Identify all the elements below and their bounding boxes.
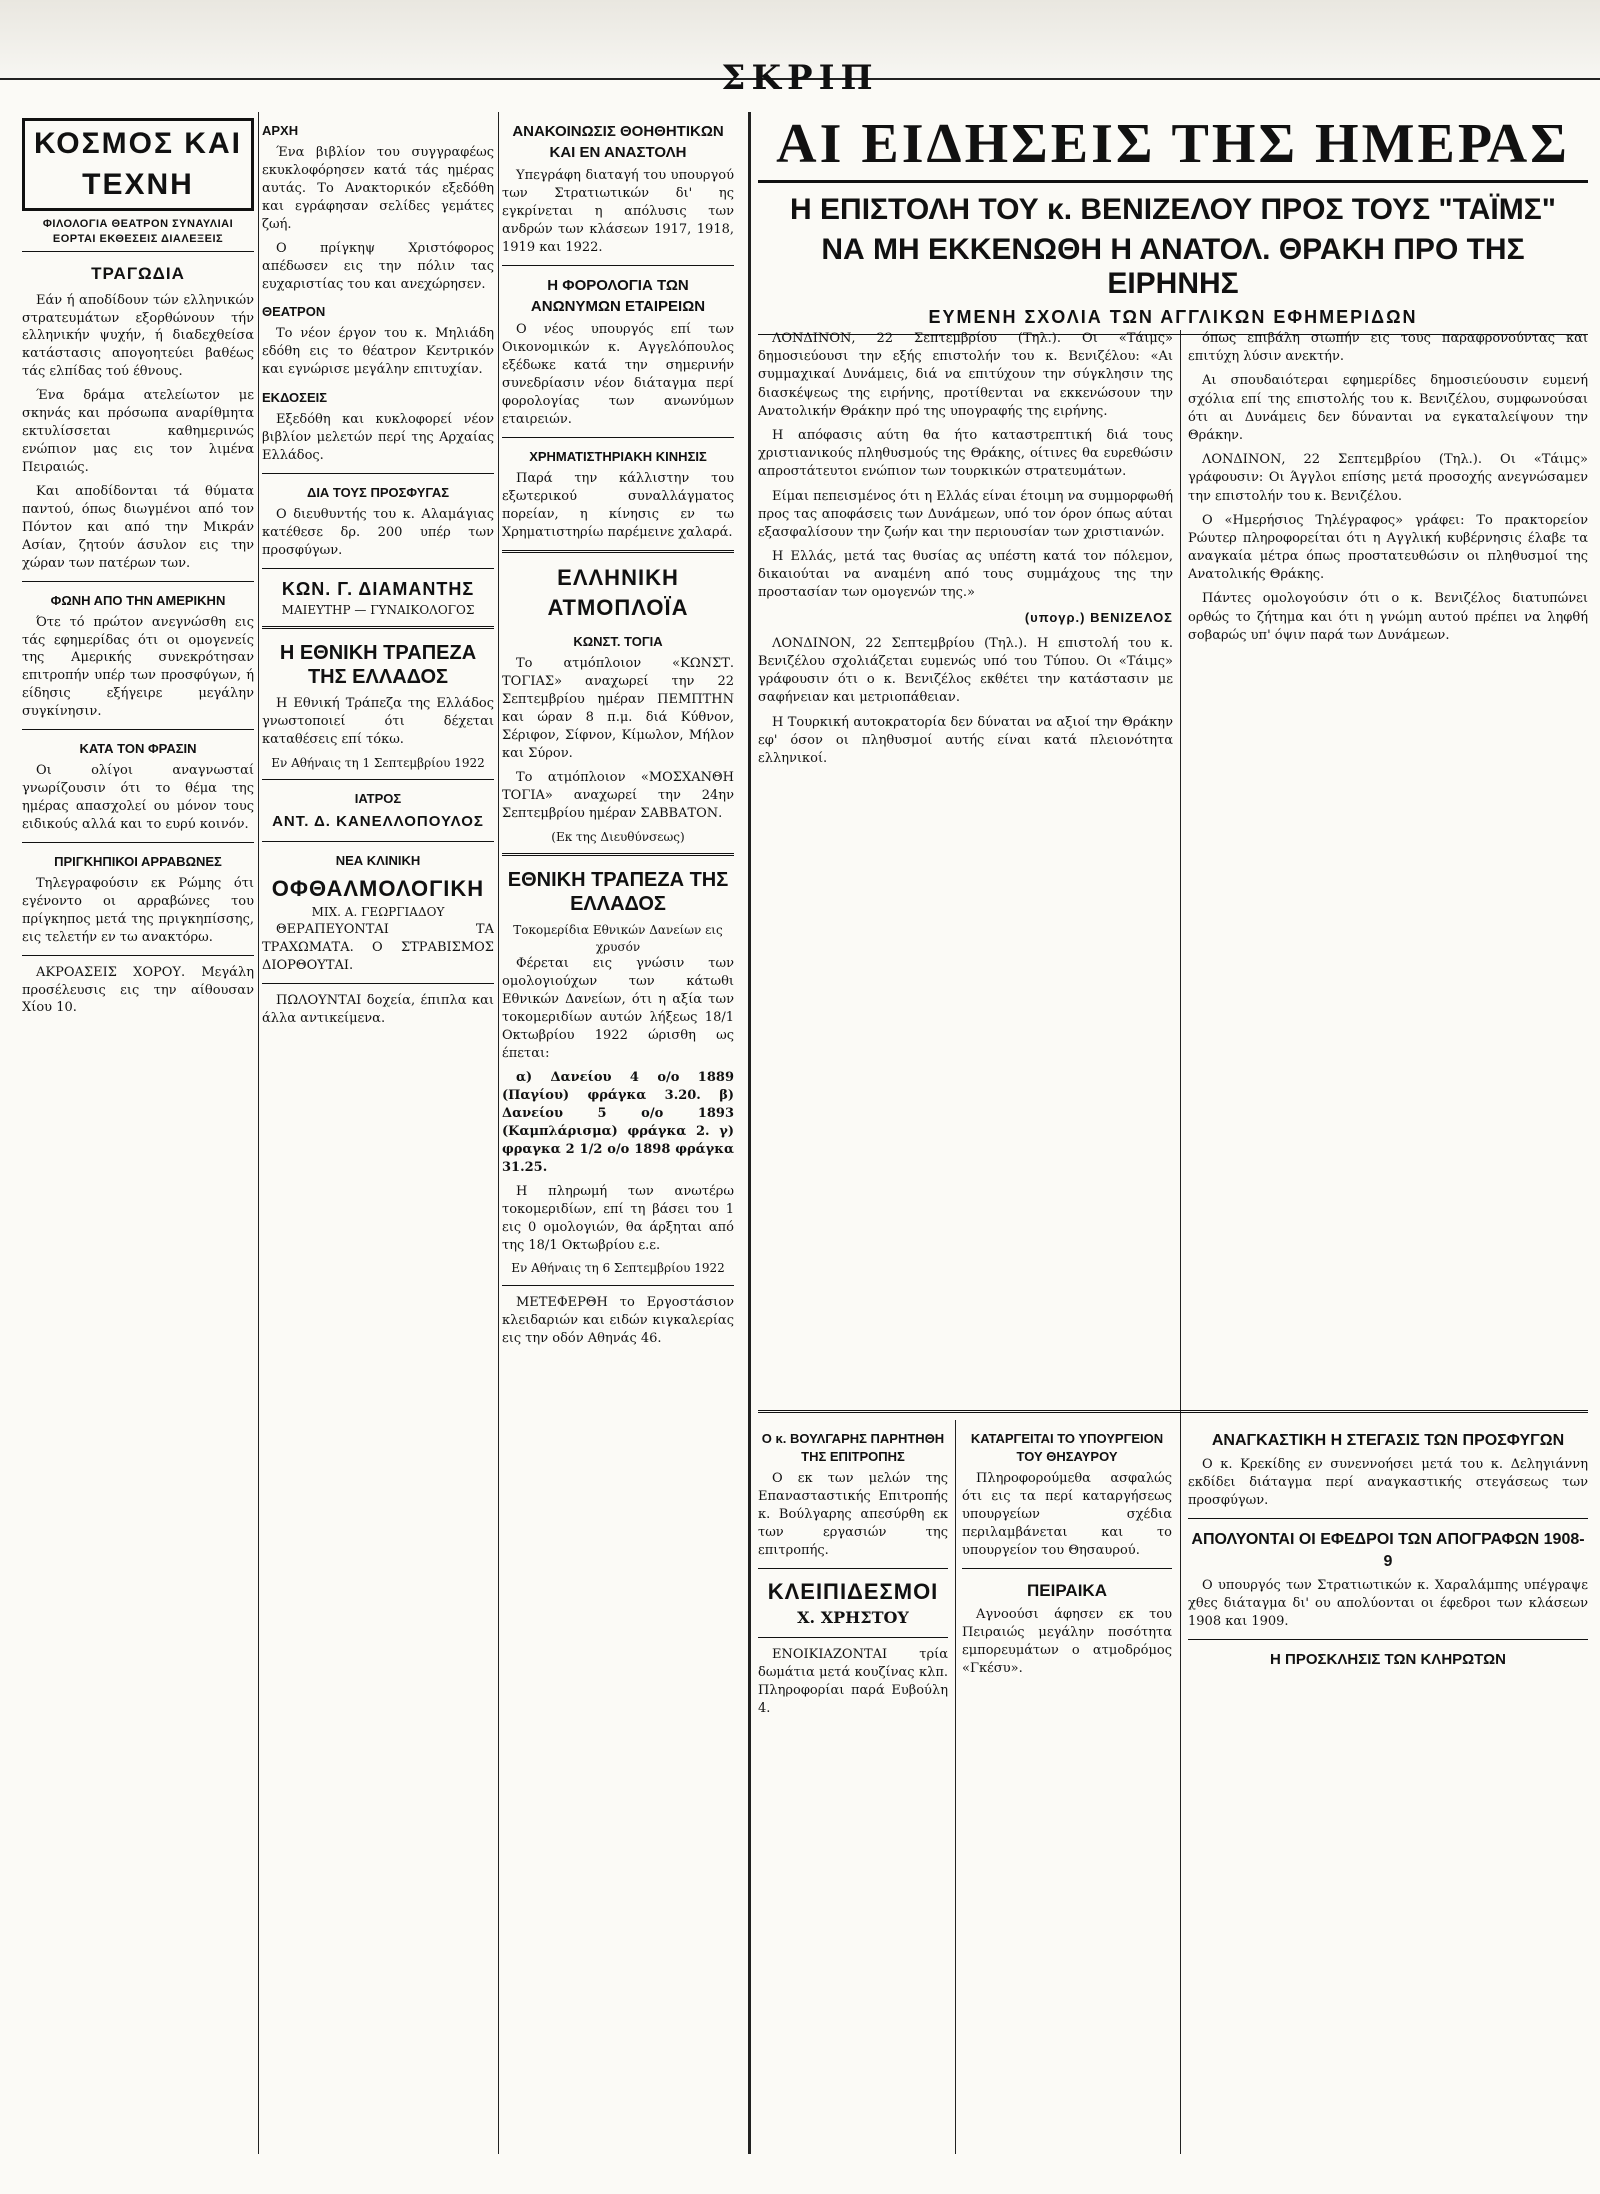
divider — [262, 841, 494, 842]
bank-subtitle: Τοκομερίδια Εθνικών Δανείων εις χρυσόν — [513, 923, 723, 954]
article-heading: ΑΝΑΓΚΑΣΤΙΚΗ Η ΣΤΕΓΑΣΙΣ ΤΩΝ ΠΡΟΣΦΥΓΩΝ — [1211, 1432, 1565, 1449]
article-heading: ΚΑΤΑΡΓΕΙΤΑΙ ΤΟ ΥΠΟΥΡΓΕΙΟΝ ΤΟΥ ΘΗΣΑΥΡΟΥ — [970, 1431, 1164, 1464]
article-text: Πάντες ομολογούσιν ότι ο κ. Βενιζέλος διατυπώνει ορθώς το ζήτημα και ότι η γνώμη αυτού πρέπει να ληφθή σοβαρώς υπ' όψιν παρά των Δυνάμεων. — [1188, 591, 1588, 643]
article-heading: ΑΠΟΛΥΟΝΤΑΙ ΟΙ ΕΦΕΔΡΟΙ ΤΩΝ ΑΠΟΓΡΑΦΩΝ 1908-9 — [1191, 1530, 1585, 1570]
ad-line: (Εκ της Διευθύνσεως) — [551, 829, 685, 844]
ad-title: ΚΩΝ. Γ. ΔΙΑΜΑΝΤΗΣ — [281, 578, 475, 599]
article-heading: ΠΕΙΡΑΙΚΑ — [1027, 1580, 1107, 1600]
divider — [262, 626, 494, 629]
column-rule — [1180, 330, 1181, 2154]
divider — [758, 1568, 948, 1569]
signature: (υπογρ.) ΒΕΝΙΖΕΛΟΣ — [1024, 609, 1173, 625]
article-text: Και αποδίδονται τά θύματα παντού, όπως διωγμένοι από τον Πόντον και από την Μικράν Ασίαν, ζητούν άσυλον εις την χώραν των πατέρων των. — [22, 483, 254, 571]
article-text: Το νέον έργον του κ. Μηλιάδη εδόθη εις το θέατρον Κεντρικόν και εγνώρισε μεγάλην επιτυχίαν. — [262, 326, 494, 378]
article-text: Η Ελλάς, μετά τας θυσίας ας υπέστη κατά τον πόλεμον, δικαιούται να αναμένη από τους συμμάχους της την προστασίαν των ομογενών της.» — [758, 549, 1173, 601]
article-heading: ΔΙΑ ΤΟΥΣ ΠΡΟΣΦΥΓΑΣ — [306, 484, 450, 500]
divider — [22, 729, 254, 730]
divider — [502, 1285, 734, 1286]
article-text: Τηλεγραφούσιν εκ Ρώμης ότι εγένοντο οι αρραβώνες του πρίγκηπος μετά της πριγκηπίσσης, εις τελετήν εν τω ανακτόρω. — [22, 875, 254, 945]
divider — [1188, 1639, 1588, 1640]
ad-subtitle: ΚΩΝΣΤ. ΤΟΓΙΑ — [573, 634, 663, 650]
article-text: Ένα δράμα ατελείωτον με σκηνάς και πρόσωπα αναρίθμητα εκτυλίσσεται καθημερινώς ενώπιον μας εις τον λιμένα Πειραιώς. — [22, 388, 254, 476]
article-text: Ο νέος υπουργός επί των Οικονομικών κ. Αγγελόπουλος εξέδωκε κατά την σημερινήν συνεδρίασιν νέον διάταγμα περί φορολογίας των ανωνύμων εταιρειών. — [502, 322, 734, 428]
lead-title: ΑΙ ΕΙΔΗΣΕΙΣ ΤΗΣ ΗΜΕΡΑΣ — [758, 112, 1588, 183]
section-banner: ΚΟΣΜΟΣ ΚΑΙ ΤΕΧΝΗ — [22, 118, 254, 211]
article-heading: ΑΝΑΚΟΙΝΩΣΙΣ ΘΟΗΘΗΤΙΚΩΝ ΚΑΙ ΕΝ ΑΝΑΣΤΟΛΗ — [512, 123, 724, 161]
column-3 — [502, 112, 734, 2154]
column-4 — [758, 330, 1173, 1404]
article-text: ΠΩΛΟΥΝΤΑΙ δοχεία, έπιπλα και άλλα αντικείμενα. — [262, 992, 494, 1026]
article-text: ΜΕΤΕΦΕΡΘΗ το Εργοστάσιον κλειδαριών και ειδών κιγκαλερίας εις την οδόν Αθηνάς 46. — [502, 1295, 734, 1346]
bottom-column-b — [962, 1420, 1172, 2154]
divider — [22, 842, 254, 843]
article-text: Η Τουρκική αυτοκρατορία δεν δύναται να αξιοί την Θράκην εφ' όσον οι πληθυσμοί αυτής είναι κατά πλειονότητα ελληνικοί. — [758, 714, 1173, 766]
article-text: ΕΝΟΙΚΙΑΖΟΝΤΑΙ τρία δωμάτια μετά κουζίνας κλπ. Πληροφορίαι παρά Ευβούλη 4. — [758, 1647, 948, 1716]
column-rule — [955, 1420, 956, 2154]
article-text: ΘΕΡΑΠΕΥΟΝΤΑΙ ΤΑ ΤΡΑΧΩΜΑΤΑ. Ο ΣΤΡΑΒΙΣΜΟΣ ΔΙΟΡΘΟΥΤΑΙ. — [262, 921, 494, 973]
ad-title: ΑΝΤ. Δ. ΚΑΝΕΛΛΟΠΟΥΛΟΣ — [272, 813, 484, 831]
ad-heading: ΙΑΤΡΟΣ — [354, 791, 402, 807]
lead-subtitle: ΕΥΜΕΝΗ ΣΧΟΛΙΑ ΤΩΝ ΑΓΓΛΙΚΩΝ ΕΦΗΜΕΡΙΔΩΝ — [758, 307, 1588, 335]
ad-title: ΟΦΘΑΛΜΟΛΟΓΙΚΗ — [271, 875, 485, 901]
article-text: Είμαι πεπεισμένος ότι η Ελλάς είναι έτοιμη να συμμορφωθή προς τας αποφάσεις των Δυνάμεων, υπό τον όρον όπως αύται εξασφαλίσουν την ζωήν και την περιουσίαν των χριστιανών. — [758, 488, 1173, 540]
article-text: Η πληρωμή των ανωτέρω τοκομεριδίων, επί τη βάσει του 1 εις 0 ομολογιών, θα άρξηται από της 18/1 Οκτωβρίου ε.ε. — [502, 1183, 734, 1253]
article-heading: Ο κ. ΒΟΥΛΓΑΡΗΣ ΠΑΡΗΤΗΘΗ ΤΗΣ ΕΠΙΤΡΟΠΗΣ — [761, 1431, 945, 1464]
article-heading: Η ΦΟΡΟΛΟΓΙΑ ΤΩΝ ΑΝΩΝΥΜΩΝ ΕΤΑΙΡΕΙΩΝ — [530, 277, 706, 315]
article-text: α) Δανείου 4 ο/ο 1889 (Παγίου) φράγκα 3.20. β) Δανείου 5 ο/ο 1893 (Καμπλάρισμα) φράγκα 2. γ) φραγκα 2 1/2 ο/ο 1898 φράγκα 31.25. — [502, 1070, 734, 1175]
article-text: Ο κ. Κρεκίδης εν συνεννοήσει μετά του κ. Δεληγιάννη εκδίδει διάταγμα περί αναγκαστικής στεγάσεως των προσφύγων. — [1188, 1457, 1588, 1508]
bank-date: Εν Αθήναις τη 6 Σεπτεμβρίου 1922 — [511, 1261, 725, 1276]
article-heading: ΕΚΔΟΣΕΙΣ — [262, 390, 328, 406]
divider — [262, 473, 494, 474]
article-text: Η Εθνική Τράπεζα της Ελλάδος γνωστοποιεί ότι δέχεται καταθέσεις επί τόκω. — [262, 696, 494, 747]
divider — [262, 779, 494, 780]
divider — [502, 550, 734, 553]
divider — [262, 983, 494, 984]
article-text: Το ατμόπλοιον «ΚΩΝΣΤ. ΤΟΓΙΑΣ» αναχωρεί την 22 Σεπτεμβρίου ημέραν ΠΕΜΠΤΗΝ και ώραν 8 π.μ. διά Κύθνον, Σέριφον, Σίφνον, Κίμωλον, Μήλον και Σύρον. — [502, 656, 734, 762]
article-text: Ο πρίγκηψ Χριστόφορος απέδωσεν εις την πόλιν τας ευχαριστίας του και ανεχώρησεν. — [262, 240, 494, 292]
divider — [22, 955, 254, 956]
divider — [1188, 1518, 1588, 1519]
bank-title: ΕΘΝΙΚΗ ΤΡΑΠΕΖΑ ΤΗΣ ΕΛΛΑΔΟΣ — [507, 869, 729, 916]
article-text: όπως επιβάλη σιωπήν εις τους παραφρονούντας και επιτύχη λύσιν ανεκτήν. — [1188, 331, 1588, 365]
section-subbanner: ΦΙΛΟΛΟΓΙΑ ΘΕΑΤΡΟΝ ΣΥΝΑΥΛΙΑΙ ΕΟΡΤΑΙ ΕΚΘΕΣΕΙΣ ΔΙΑΛΕΞΕΙΣ — [22, 217, 254, 252]
article-text: Εάν ή αποδίδουν τών ελληνικών στρατευμάτων εξορθώνουν τήν ελληνικήν ψυχήν, ή διαδεχθείσα κατάστασις απογοητεύει βαθέως τάς ελπίδας τού έθνους. — [22, 292, 254, 380]
article-heading: ΚΑΤΑ ΤΟΝ ΦΡΑΣΙΝ — [79, 741, 197, 757]
column-5 — [1188, 330, 1588, 1404]
divider — [22, 581, 254, 582]
article-text: ΛΟΝΔΙΝΟΝ, 22 Σεπτεμβρίου (Τηλ.). Η επιστολή του κ. Βενιζέλου σχολιάζεται ευμενώς υπό του Τύπου. Οι «Τάιμς» γράφουσιν ότι ο κ. Βενιζέλος εκθέτει την κατάστασιν με σαφήνειαν και μετριοπάθειαν. — [758, 635, 1173, 706]
article-text: Ο υπουργός των Στρατιωτικών κ. Χαραλάμπης υπέγραψε χθες διάταγμα δι' ου απολύονται οι έφεδροι των κλάσεων 1908 και 1909. — [1188, 1578, 1588, 1629]
lead-subtitle: Η ΕΠΙΣΤΟΛΗ ΤΟΥ κ. ΒΕΝΙΖΕΛΟΥ ΠΡΟΣ ΤΟΥΣ "ΤΑΪΜΣ" — [790, 193, 1556, 226]
article-text: ΛΟΝΔΙΝΟΝ, 22 Σεπτεμβρίου (Τηλ.). Οι «Τάιμς» δημοσιεύουσι την εξής επιστολήν του κ. Βενιζέλου: «Αι συμμαχικαί Δυνάμεις, διά να επιτύχουν την σύγκλησιν της διασκέψεως της ειρήνης, προτίθενται να εκκενώσουν την Ανατολικήν Θράκην πρό της υπογραφής της ειρήνης. — [758, 331, 1173, 419]
lead-subtitle: ΝΑ ΜΗ ΕΚΚΕΝΩΘΗ Η ΑΝΑΤΟΛ. ΘΡΑΚΗ ΠΡΟ ΤΗΣ ΕΙΡΗΝΗΣ — [821, 233, 1525, 300]
article-heading: ΑΡΧΗ — [262, 123, 299, 138]
divider — [502, 853, 734, 856]
bottom-column-a — [758, 1420, 948, 2154]
article-heading: ΘΕΑΤΡΟΝ — [262, 304, 326, 320]
article-text: Πληροφορούμεθα ασφαλώς ότι εις τα περί καταργήσεως υπουργείων σχέδια περιλαμβάνεται και το υπουργείον του Θησαυρού. — [962, 1470, 1172, 1558]
bank-date: Εν Αθήναις τη 1 Σεπτεμβρίου 1922 — [271, 755, 485, 770]
ad-line: ΜΑΙΕΥΤΗΡ — ΓΥΝΑΙΚΟΛΟΓΟΣ — [281, 602, 475, 617]
divider — [758, 1410, 1588, 1413]
article-text: Ο «Ημερήσιος Τηλέγραφος» γράφει: Το πρακτορείον Ρώυτερ πληροφορείται ότι η Αγγλική κυβέρνησις έλαβε τα αναγκαία μέτρα όπως προστατευθώσιν οι πληθυσμοί της Ανατολικής Θράκης. — [1188, 512, 1588, 583]
divider — [758, 1637, 948, 1638]
ad-heading: ΝΕΑ ΚΛΙΝΙΚΗ — [335, 853, 421, 869]
ad-line: ΜΙΧ. Α. ΓΕΩΡΓΙΑΔΟΥ — [311, 905, 445, 920]
article-heading: ΤΡΑΓΩΔΙΑ — [91, 264, 185, 284]
article-text: Οι ολίγοι αναγνωσταί γνωρίζουσιν ότι το θέμα της ημέρας απασχολεί ου μόνον τους ειδικούς αλλά και το ευρύ κοινόν. — [22, 763, 254, 832]
article-heading: ΦΩΝΗ ΑΠΟ ΤΗΝ ΑΜΕΡΙΚΗΝ — [50, 592, 226, 608]
article-text: Ότε τό πρώτον ανεγνώσθη εις τάς εφημερίδας ότι οι ομογενείς της Αμερικής συνεκρότησαν επιτροπήν υπέρ των προσφύγων, ή είδησις εξήγειρε μεγάλην συγκίνησιν. — [22, 614, 254, 720]
column-rule — [258, 112, 259, 2154]
column-1 — [22, 112, 254, 2154]
article-heading: ΧΡΗΜΑΤΙΣΤΗΡΙΑΚΗ ΚΙΝΗΣΙΣ — [529, 449, 707, 465]
bottom-column-c — [1188, 1420, 1588, 2154]
bank-title: Η ΕΘΝΙΚΗ ΤΡΑΠΕΖΑ ΤΗΣ ΕΛΛΑΔΟΣ — [279, 642, 477, 689]
column-rule — [498, 112, 499, 2154]
article-text: Η απόφασις αύτη θα ήτο καταστρεπτική διά τους χριστιανικούς πληθυσμούς της Θράκης, οίτινες θα ευρεθώσιν απροστάτευτοι ενώπιον των τουρκικών στρατευμάτων. — [758, 427, 1173, 480]
article-text: Το ατμόπλοιον «ΜΟΣΧΑΝΘΗ ΤΟΓΙΑ» αναχωρεί την 24ην Σεπτεμβρίου ημέραν ΣΑΒΒΑΤΟΝ. — [502, 770, 734, 821]
article-text: Ο εκ των μελών της Επανασταστικής Επιτροπής κ. Βούλγαρης απεσύρθη εκ των εργασιών της επιτροπής. — [758, 1470, 948, 1558]
lead-headline-block — [758, 112, 1588, 335]
article-text: Ένα βιβλίον του συγγραφέως εκυκλοφόρησεν κατά τάς ημέρας αυτάς. Το Ανακτορικόν εξεδόθη και εγράφησαν σελίδες γεμάτες ζωή. — [262, 144, 494, 232]
ad-title: ΕΛΛΗΝΙΚΗ ΑΤΜΟΠΛΟΪΑ — [547, 564, 689, 621]
article-text: Υπεγράφη διαταγή του υπουργού των Στρατιωτικών δι' ης εγκρίνεται η απόλυσις των ανδρών των κλάσεων 1917, 1918, 1919 και 1922. — [502, 168, 734, 256]
ad-title: ΚΛΕΙΠΙΔΕΣΜΟΙ — [767, 1578, 939, 1604]
article-text: Παρά την κάλλιστην του εξωτερικού συναλλάγματος πορείαν, η κίνησις εν τω Χρηματιστηρίω παρέμεινε χαλαρά. — [502, 471, 734, 540]
article-text: Ο διευθυντής του κ. Αλαμάγιας κατέθεσε δρ. 200 υπέρ των προσφύγων. — [262, 506, 494, 558]
column-2 — [262, 112, 494, 2154]
divider — [262, 568, 494, 569]
column-rule — [748, 112, 751, 2154]
article-text: Αι σπουδαιότεραι εφημερίδες δημοσιεύουσιν ευμενή σχόλια επί της επιστολής του κ. Βενιζέλου, συμφωνούσαι ότι αι Δυνάμεις δεν δύνανται να εγκαταλείψουν την Θράκην. — [1188, 373, 1588, 443]
article-heading: Η ΠΡΟΣΚΛΗΣΙΣ ΤΩΝ ΚΛΗΡΩΤΩΝ — [1270, 1650, 1506, 1668]
masthead-title: ΣΚΡΙΠ — [721, 58, 879, 98]
article-text: Αγνοούσι άφησεν εκ του Πειραιώς μεγάλην ποσότητα εμπορευμάτων ο ατμοδρόμος «Γκέσυ». — [962, 1607, 1172, 1676]
divider — [962, 1568, 1172, 1569]
article-text: Φέρεται εις γνώσιν των ομολογιούχων των κάτωθι Εθνικών Δανείων, ότι η αξία των τοκομεριδίων αυτών λήξεως 18/1 Οκτωβρίου 1922 ώρισθη ως έπεται: — [502, 956, 734, 1062]
divider — [502, 437, 734, 438]
article-text: ΛΟΝΔΙΝΟΝ, 22 Σεπτεμβρίου (Τηλ.). Οι «Τάιμς» γράφουσιν: Οι Άγγλοι επίσης μετά προσοχής ανεγνώσαμεν την επιστολήν του κ. Βενιζέλου. — [1188, 452, 1588, 504]
divider — [502, 265, 734, 266]
article-text: Εξεδόθη και κυκλοφορεί νέον βιβλίον μελετών περί της Αρχαίας Ελλάδος. — [262, 412, 494, 463]
ad-subtitle: Χ. ΧΡΗΣΤΟΥ — [797, 1607, 909, 1627]
article-heading: ΠΡΙΓΚΗΠΙΚΟΙ ΑΡΡΑΒΩΝΕΣ — [54, 853, 222, 869]
article-text: ΑΚΡΟΑΣΕΙΣ ΧΟΡΟΥ. Μεγάλη προσέλευσις εις την αίθουσαν Χίου 10. — [22, 964, 254, 1016]
